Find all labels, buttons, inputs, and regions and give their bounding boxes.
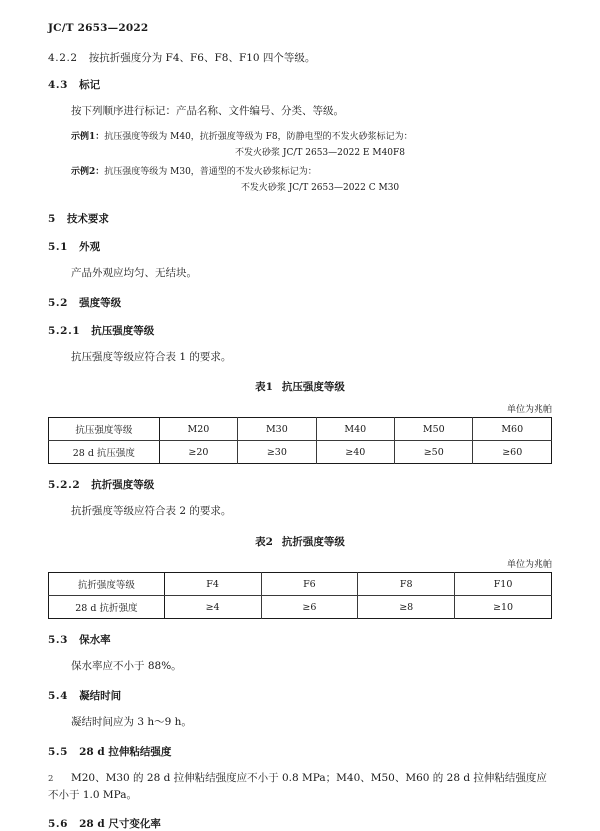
clause-5-3-heading [48, 632, 552, 647]
clause-5-2-1-heading [48, 323, 552, 338]
table-2-caption-number: 表2 [255, 536, 273, 549]
example-2-marking: 不发火砂浆 JC/T 2653—2022 C M30 [240, 182, 400, 193]
table-1-caption [48, 379, 552, 394]
table-1-cell-0-4: M60 [473, 418, 552, 441]
clause-5-1-heading [48, 239, 552, 254]
example-1 [48, 131, 552, 145]
clause-5-4-heading [48, 688, 552, 703]
clause-5-5-title: 28 d 拉伸粘结强度 [79, 745, 172, 758]
clause-5-2-2-title: 抗折强度等级 [91, 479, 155, 492]
clause-5-2-1-number: 5.2.1 [48, 324, 81, 337]
table-1-caption-number: 表1 [255, 381, 273, 394]
clause-5-3-number: 5.3 [48, 634, 69, 647]
clause-5-4-text: 凝结时间应为 3 h～9 h。 [71, 716, 192, 728]
clause-5-2-2-heading [48, 477, 552, 492]
example-2-text: 抗压强度等级为 M30，普通型的不发火砂浆标记为： [104, 166, 317, 177]
clause-5-1-number: 5.1 [48, 240, 69, 253]
table-2-caption-title: 抗折强度等级 [281, 536, 345, 549]
clause-5-2-title: 强度等级 [79, 296, 122, 309]
clause-4-3-intro: 按下列顺序进行标记：产品名称、文件编号、分类、等级。 [71, 105, 344, 118]
clause-5-6-heading [48, 816, 552, 831]
clause-4-3-title: 标记 [79, 79, 101, 92]
clause-5-1-text: 产品外观应均匀、无结块。 [71, 266, 197, 279]
page-number: 2 [48, 774, 54, 784]
clause-5-5-number: 5.5 [48, 745, 69, 758]
clause-5-5-heading [48, 744, 552, 759]
running-header: JC/T 2653—2022 [48, 22, 149, 34]
clause-5-6-title: 28 d 尺寸变化率 [79, 818, 161, 831]
example-2-label: 示例2： [71, 166, 105, 177]
clause-5-3-text: 保水率应不小于 88%。 [71, 660, 182, 673]
table-1-row-1-header: 28 d 抗压强度 [49, 441, 160, 464]
table-2-cell-1-1: ≥6 [261, 596, 358, 619]
table-2-row-1-header: 28 d 抗折强度 [49, 596, 165, 619]
table-1-cell-0-0: M20 [159, 418, 237, 441]
clause-5-3-title: 保水率 [79, 634, 111, 647]
clause-5-number: 5 [48, 212, 56, 225]
table-2-cell-0-3: F10 [455, 573, 552, 596]
table-2-cell-0-2: F8 [358, 573, 455, 596]
table-1-cell-0-2: M40 [316, 418, 394, 441]
clause-5-2-1-title: 抗压强度等级 [91, 324, 155, 337]
table-1-unit-note: 单位为兆帕 [506, 405, 552, 416]
table-1-cell-1-2: ≥40 [316, 441, 394, 464]
clause-5-5-text: M20、M30 的 28 d 拉伸粘结强度应不小于 0.8 MPa；M40、M50、M60 的 28 d 拉伸粘结强度应不小于 1.0 MPa。 [48, 771, 547, 801]
example-2 [48, 166, 552, 180]
clause-5-2-2-number: 5.2.2 [48, 479, 81, 492]
table-1-compressive-strength-grades [48, 417, 552, 464]
table-1-row-0-header: 抗压强度等级 [49, 418, 160, 441]
table-1-caption-title: 抗压强度等级 [281, 381, 345, 394]
table-1-cell-0-1: M30 [238, 418, 316, 441]
clause-4-2-2-text: 按抗折强度分为 F4、F6、F8、F10 四个等级。 [88, 52, 316, 64]
table-row [49, 441, 552, 464]
table-2-cell-0-0: F4 [164, 573, 261, 596]
table-row [49, 596, 552, 619]
clause-5-title: 技术要求 [66, 212, 109, 225]
clause-5-2-2-text: 抗折强度等级应符合表 2 的要求。 [71, 505, 232, 518]
clause-5-4-number: 5.4 [48, 690, 69, 702]
table-1-cell-1-4: ≥60 [473, 441, 552, 464]
clause-4-3-heading [48, 77, 552, 92]
clause-5-6-number: 5.6 [48, 818, 69, 831]
table-2-unit-note: 单位为兆帕 [506, 560, 552, 571]
table-1-cell-1-1: ≥30 [238, 441, 316, 464]
clause-5-heading [48, 211, 552, 226]
table-1-cell-0-3: M50 [395, 418, 473, 441]
table-1-cell-1-3: ≥50 [395, 441, 473, 464]
example-1-text: 抗压强度等级为 M40，抗折强度等级为 F8，防静电型的不发火砂浆标记为： [104, 132, 413, 143]
table-2-cell-1-0: ≥4 [164, 596, 261, 619]
clause-4-2-2 [48, 50, 552, 66]
clause-5-2-1-text: 抗压强度等级应符合表 1 的要求。 [71, 350, 232, 363]
table-1-cell-1-0: ≥20 [159, 441, 237, 464]
clause-4-3-number: 4.3 [48, 79, 69, 92]
table-2-flexural-strength-grades [48, 572, 552, 619]
clause-5-2-number: 5.2 [48, 296, 69, 309]
table-2-caption [48, 534, 552, 549]
table-2-cell-1-2: ≥8 [358, 596, 455, 619]
clause-5-1-title: 外观 [79, 240, 101, 253]
example-1-label: 示例1： [71, 132, 105, 143]
clause-5-4-title: 凝结时间 [79, 690, 122, 702]
table-2-cell-0-1: F6 [261, 573, 358, 596]
clause-4-2-2-number: 4.2.2 [48, 52, 78, 64]
table-row [49, 418, 552, 441]
table-2-cell-1-3: ≥10 [455, 596, 552, 619]
clause-5-2-heading [48, 295, 552, 310]
example-1-marking: 不发火砂浆 JC/T 2653—2022 E M40F8 [235, 148, 405, 158]
table-row [49, 573, 552, 596]
table-2-row-0-header: 抗折强度等级 [49, 573, 165, 596]
